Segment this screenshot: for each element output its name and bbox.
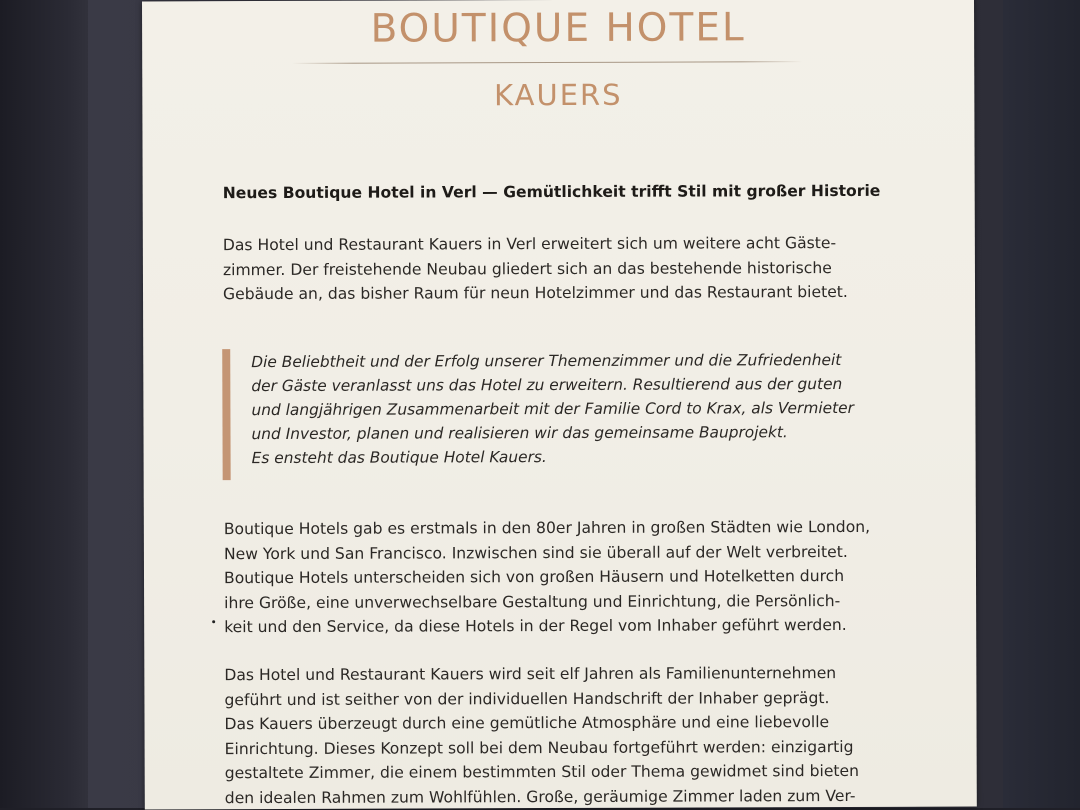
headline: Neues Boutique Hotel in Verl — Gemütlichkeit trifft Stil mit großer Historie (222, 181, 881, 203)
background-right (1003, 0, 1080, 808)
paragraph-concept (224, 661, 925, 810)
brand-title: BOUTIQUE HOTEL (370, 5, 746, 52)
text-line: zimmer. Der freistehende Neubau gliedert sich an das bestehende historische (222, 258, 832, 279)
printed-sheet (142, 0, 977, 809)
quote-line: und Investor, planen und realisieren wir das gemeinsame Bauprojekt. (251, 423, 788, 444)
text-line: Einrichtung. Dieses Konzept soll bei dem Neubau fortgeführt werden: einzigartig (224, 737, 854, 758)
quote-line: Die Beliebtheit und der Erfolg unserer Themenzimmer und die Zufriedenheit (251, 351, 842, 372)
text-line: Das Hotel und Restaurant Kauers in Verl erweitert sich um weitere acht Gäste- (222, 234, 837, 255)
paper-speck (212, 620, 215, 623)
text-line: gestaltete Zimmer, die einem bestimmten Stil oder Thema gewidmet sind bieten (224, 761, 860, 783)
text-line: Gebäude an, das bisher Raum für neun Hotelzimmer und das Restaurant bietet. (222, 282, 848, 304)
text-line: den idealen Rahmen zum Wohlfühlen. Große, geräumige Zimmer laden zum Ver- (224, 786, 856, 807)
quote-line: Es ensteht das Boutique Hotel Kauers. (251, 448, 547, 468)
quote-line: und langjährigen Zusammenarbeit mit der Familie Cord to Krax, als Vermieter (251, 398, 854, 420)
quote-line: der Gäste veranlasst uns das Hotel zu erweitern. Resultierend aus der guten (251, 375, 843, 396)
text-line: ihre Größe, eine unverwechselbare Gestaltung und Einrichtung, die Persönlich- (224, 591, 841, 612)
text-line: Das Hotel und Restaurant Kauers wird seit elf Jahren als Familienunternehmen (224, 664, 837, 685)
text-line: New York und San Francisco. Inzwischen sind sie überall auf der Welt verbreitet. (223, 542, 848, 563)
text-line: geführt und ist seither von der individuellen Handschrift der Inhaber geprägt. (224, 688, 830, 709)
text-line: keit und den Service, da diese Hotels in der Regel vom Inhaber geführt werden. (224, 615, 847, 637)
paragraph-history (224, 515, 924, 640)
text-line: Das Kauers überzeugt durch eine gemütliche Atmosphäre und eine liebevolle (224, 713, 830, 734)
background-left (0, 0, 95, 808)
pull-quote (251, 348, 931, 470)
brand-divider (292, 61, 802, 64)
quote-accent-bar (222, 349, 230, 480)
text-line: Boutique Hotels unterscheiden sich von großen Häusern und Hotelketten durch (223, 567, 845, 588)
brand-subtitle: KAUERS (494, 77, 623, 113)
text-line: Boutique Hotels gab es erstmals in den 80er Jahren in großen Städten wie London, (223, 517, 871, 539)
paragraph-intro (223, 231, 923, 307)
